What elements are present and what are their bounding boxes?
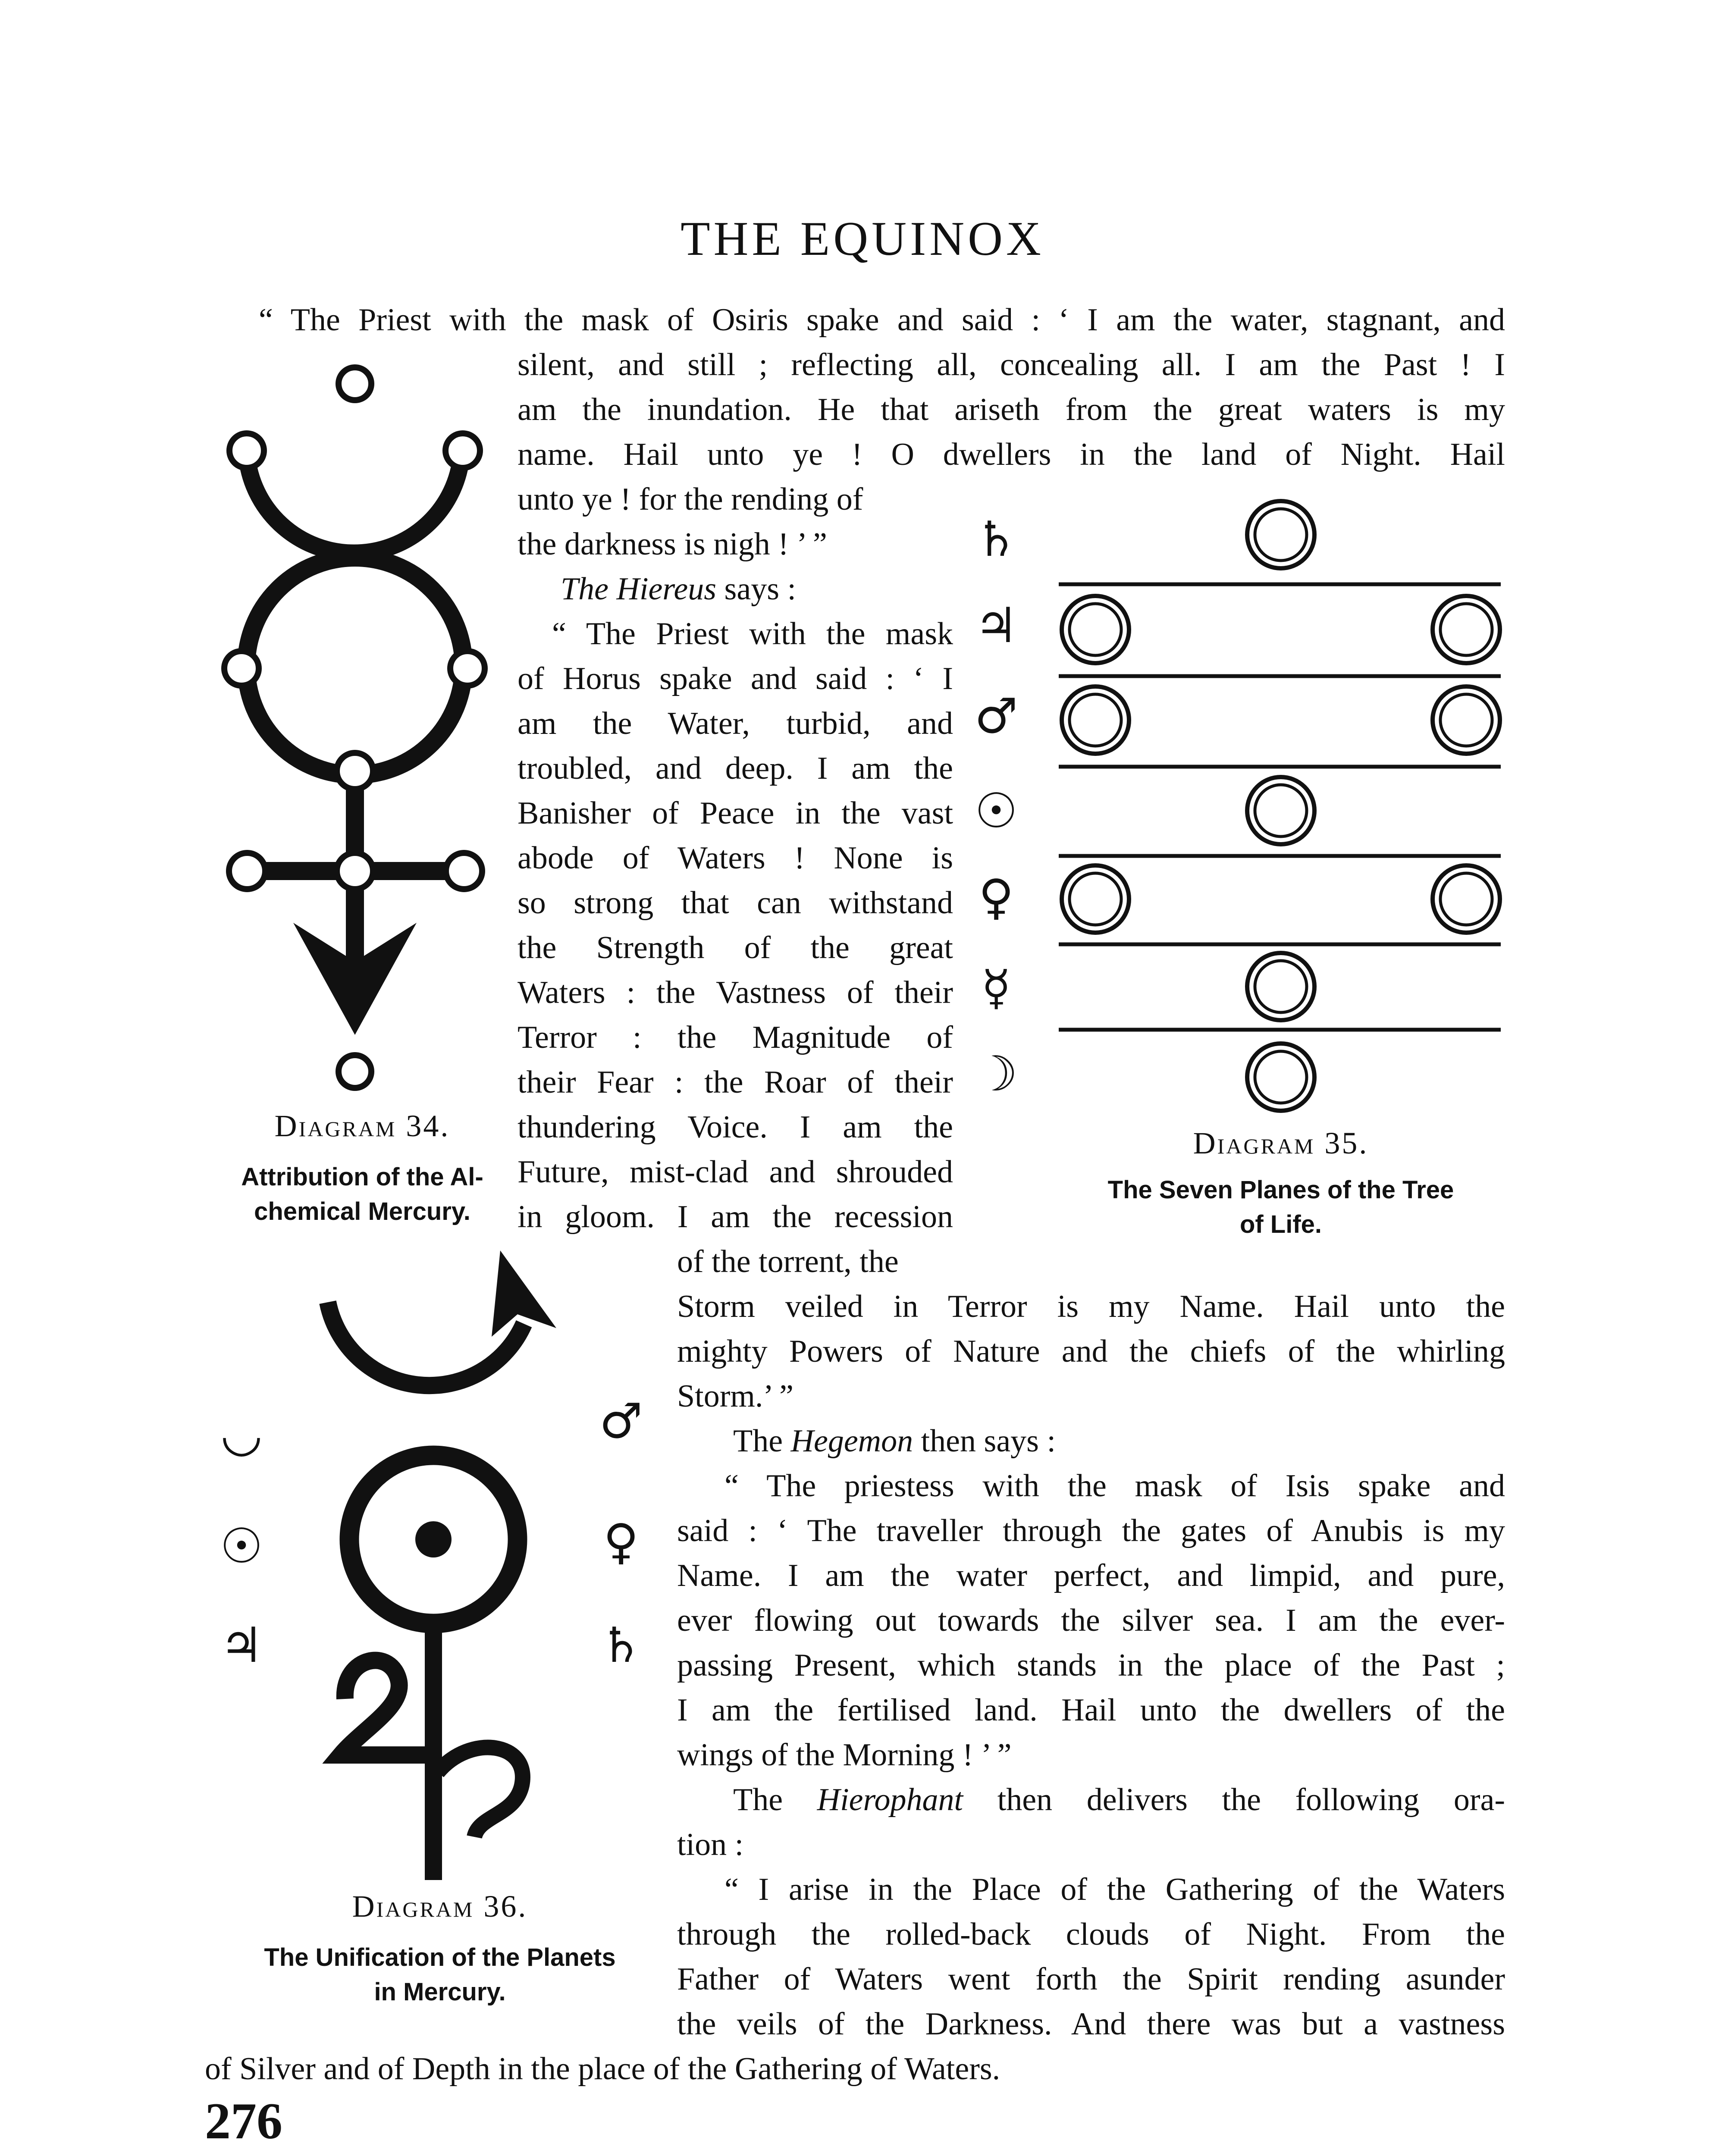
sephira-geburah [1062,686,1129,754]
top-node-circle [339,367,371,400]
diagram-35-tree-planes [1052,487,1509,1125]
ring-right-node [450,651,485,686]
diagram-34-caption-line: Attribution of the Al- [241,1163,483,1191]
crescent-arc [247,455,461,553]
saturn-curl [438,1748,523,1837]
text-line: thundering Voice. I am the [518,1109,953,1145]
text-line: name. Hail unto ye ! O dwellers in the land of Night. Hail [518,437,1505,472]
text-line: wings of the Morning ! ’ ” [677,1737,1012,1773]
text-line: the veils of the Darkness. And there was but a vastness [677,2006,1505,2042]
text-line: the darkness is nigh ! ’ ” [518,526,827,562]
mars-icon: ♂ [599,1393,643,1449]
mars-arrow-head [492,1250,556,1337]
text-line: passing Present, which stands in the place of the Past ; [677,1648,1505,1683]
text-line: said : ‘ The traveller through the gates of Anubis is my [677,1513,1505,1548]
officer-hegemon: Hegemon [790,1423,913,1459]
sun-icon: ☉ [220,1518,263,1574]
sephira-chokmah [1433,596,1500,663]
sephira-netzach [1433,865,1500,933]
text-line: their Fear : the Roar of their [518,1065,953,1100]
moon-icon: ☽ [974,1046,1018,1102]
diagram-36-caption-line: in Mercury. [374,1978,506,2006]
text-line: Terror : the Magnitude of [518,1020,953,1055]
text-line: troubled, and deep. I am the [518,751,953,786]
jupiter-icon: ♃ [220,1617,263,1673]
sephira-kether [1247,501,1314,568]
text-line: tion : [677,1827,744,1862]
running-title: THE EQUINOX [681,212,1044,266]
officer-hiereus: The Hiereus [561,571,717,607]
text-fragment: then says : [913,1423,1056,1459]
jupiter-icon: ♃ [974,598,1018,654]
sun-icon: ☉ [974,783,1018,839]
diagram-35-caption-line: of Life. [1239,1210,1322,1238]
text-line: am the inundation. He that ariseth from the great waters is my [518,392,1505,427]
text-line: am the Water, turbid, and [518,706,953,741]
diagram-35-label: Diagram 35. [1193,1126,1369,1160]
text-line: Father of Waters went forth the Spirit rending asunder [677,1962,1505,1997]
text-line: Name. I am the water perfect, and limpid, and pure, [677,1558,1505,1593]
sephira-yesod [1247,953,1314,1020]
moon-crescent-icon: ◡ [220,1406,263,1462]
diagram-36-unified-mercury-figure [298,1250,582,1889]
cross-right-node [446,853,482,889]
text-line: “ The Priest with the mask [552,616,953,652]
text-line [733,1419,1505,1463]
text-line [733,1777,1505,1822]
text-line: Banisher of Peace in the vast [518,796,953,831]
text-line: so strong that can withstand [518,885,953,921]
text-line: Waters : the Vastness of their [518,975,953,1010]
text-line [561,567,949,611]
mercury-icon: ☿ [981,960,1011,1016]
text-line: in gloom. I am the recession [518,1199,953,1235]
text-line: the Strength of the great [518,930,953,965]
saturn-icon: ♄ [974,511,1018,567]
text-fragment: The [733,1782,817,1818]
text-fragment: The [733,1423,791,1459]
venus-icon: ♀ [978,869,1014,925]
text-line: unto ye ! for the rending of [518,482,863,517]
venus-icon: ♀ [603,1514,639,1570]
cross-center-node [337,853,373,889]
text-line: Storm veiled in Terror is my Name. Hail unto the [677,1289,1505,1324]
ring-bottom-node [337,753,373,789]
officer-hierophant: Hierophant [817,1782,963,1818]
sephira-chesed [1433,686,1500,754]
text-line: “ The Priest with the mask of Osiris spake and said : ‘ I am the water, stagnant, and [259,302,1505,338]
text-line: of Horus spake and said : ‘ I [518,661,953,696]
diagram-34-caption-line: chemical Mercury. [254,1197,470,1225]
text-line: abode of Waters ! None is [518,840,953,876]
sun-dot [415,1521,452,1557]
diagram-35-caption-line: The Seven Planes of the Tree [1107,1176,1454,1204]
horn-left-node [229,433,264,468]
text-line: through the rolled-back clouds of Night. From the [677,1917,1505,1952]
diagram-36-label: Diagram 36. [352,1889,528,1924]
horn-right-node [445,433,480,468]
sephira-hod [1062,865,1129,933]
diagram-34-label: Diagram 34. [274,1109,450,1143]
main-ring [246,558,464,775]
cross-left-node [229,853,265,889]
ring-left-node [224,651,259,686]
bottom-node-circle [339,1055,371,1088]
mars-icon: ♂ [974,688,1018,744]
text-fragment: says : [716,571,797,607]
text-line: I am the fertilised land. Hail unto the dwellers of the [677,1692,1505,1728]
text-fragment: then delivers the following ora- [963,1782,1505,1818]
text-line: silent, and still ; reflecting all, concealing all. I am the Past ! I [518,347,1505,382]
jupiter-hook [341,1661,436,1755]
sephira-binah [1062,596,1129,663]
diagram-36-caption-line: The Unification of the Planets [264,1943,616,1971]
text-line: “ I arise in the Place of the Gathering of the Waters [724,1872,1505,1907]
text-line: Future, mist-clad and shrouded [518,1154,953,1190]
text-line: mighty Powers of Nature and the chiefs of the whirling [677,1334,1505,1369]
page-number: 276 [205,2092,282,2150]
text-line: Storm.’ ” [677,1379,794,1414]
text-line: of Silver and of Depth in the place of the Gathering of Waters. [205,2051,1000,2087]
saturn-icon: ♄ [599,1617,643,1673]
text-line: ever flowing out towards the silver sea. I am the ever- [677,1603,1505,1638]
sephira-malkuth [1247,1044,1314,1111]
sephira-tiphareth [1247,777,1314,844]
text-line: “ The priestess with the mask of Isis spake and [724,1468,1505,1504]
text-line: of the torrent, the [677,1244,899,1279]
diagram-34-mercury-figure [207,349,509,1108]
